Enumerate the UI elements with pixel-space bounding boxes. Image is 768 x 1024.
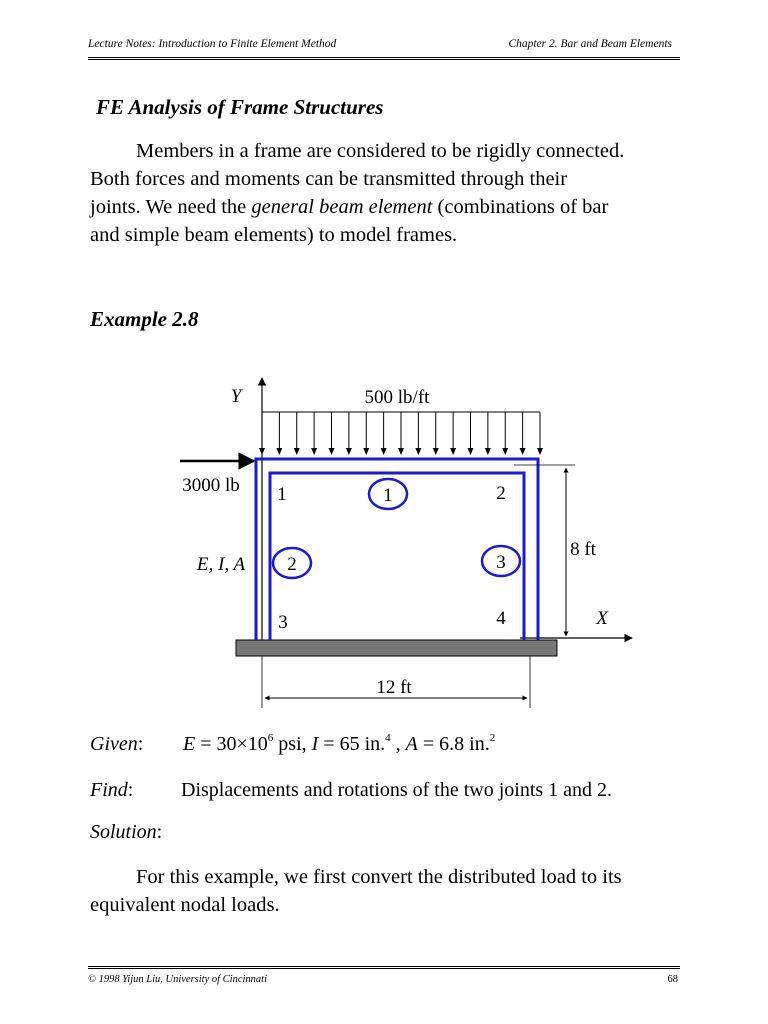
load-arrow-head <box>398 448 404 455</box>
header-left: Lecture Notes: Introduction to Finite Element Method <box>88 38 337 50</box>
section-properties-label: E, I, A <box>196 554 246 575</box>
load-arrow-head <box>485 448 491 455</box>
load-arrow-head <box>502 448 508 455</box>
footer-rule <box>88 966 680 969</box>
element-1-label: 1 <box>383 485 393 506</box>
solution-line-2: equivalent nodal loads. <box>90 894 280 916</box>
find-line: Find: <box>90 779 134 801</box>
footer-copyright: © 1998 Yijun Liu, University of Cincinnati <box>88 974 267 985</box>
ground-support <box>236 640 557 656</box>
load-arrow-head <box>311 448 317 455</box>
node-3-label: 3 <box>278 612 288 633</box>
element-3-label: 3 <box>496 552 506 573</box>
load-arrow-head <box>329 448 335 455</box>
given-values: $E = 30\times 10^6$ psi, I = 65 in.$^4$ , A = 6.8 in.$^2$ <box>183 732 496 755</box>
section-title: FE Analysis of Frame Structures <box>96 95 384 119</box>
x-axis-label: X <box>596 608 608 629</box>
load-arrow-head <box>381 448 387 455</box>
load-arrow-head <box>259 448 265 455</box>
load-arrow-head <box>346 448 352 455</box>
load-arrow-head <box>450 448 456 455</box>
intro-line-3a: joints. We need the <box>90 196 252 218</box>
given-line: Given: <box>90 733 144 755</box>
node-1-label: 1 <box>277 484 287 505</box>
load-arrow-head <box>294 448 300 455</box>
element-2-label: 2 <box>287 554 297 575</box>
load-arrow-head <box>363 448 369 455</box>
distributed-load-label: 500 lb/ft <box>364 387 430 408</box>
solution-line-1: For this example, we first convert the distributed load to its <box>136 866 622 888</box>
node-4-label: 4 <box>496 608 506 629</box>
load-arrow-head <box>520 448 526 455</box>
load-arrow-head <box>468 448 474 455</box>
intro-line-1: Members in a frame are considered to be rigidly connected. <box>136 140 625 162</box>
intro-line-2: Both forces and moments can be transmitted through their <box>90 168 568 190</box>
node-2-label: 2 <box>496 483 506 504</box>
solution-line: Solution: <box>90 821 163 843</box>
y-axis-label: Y <box>230 386 242 407</box>
load-arrow-head <box>537 448 543 455</box>
example-title: Example 2.8 <box>90 307 199 331</box>
load-arrow-head <box>276 448 282 455</box>
distributed-load-arrows <box>259 412 543 455</box>
load-arrow-head <box>415 448 421 455</box>
given-label: Given <box>90 733 138 755</box>
intro-line-3-emphasis: general beam element <box>251 196 433 218</box>
solution-label: Solution <box>90 821 157 843</box>
find-label: Find <box>90 779 128 801</box>
load-arrow-head <box>433 448 439 455</box>
point-load-label: 3000 lb <box>182 475 240 496</box>
header-right: Chapter 2. Bar and Beam Elements <box>508 38 672 50</box>
solution-paragraph <box>90 863 680 919</box>
width-label: 12 ft <box>376 677 412 698</box>
height-label: 8 ft <box>570 539 596 560</box>
page-number: 68 <box>667 974 678 985</box>
intro-line-4: and simple beam elements) to model frames. <box>90 224 458 246</box>
find-text: Displacements and rotations of the two joints 1 and 2. <box>181 779 613 801</box>
intro-line-3b: (combinations of bar <box>432 196 609 218</box>
